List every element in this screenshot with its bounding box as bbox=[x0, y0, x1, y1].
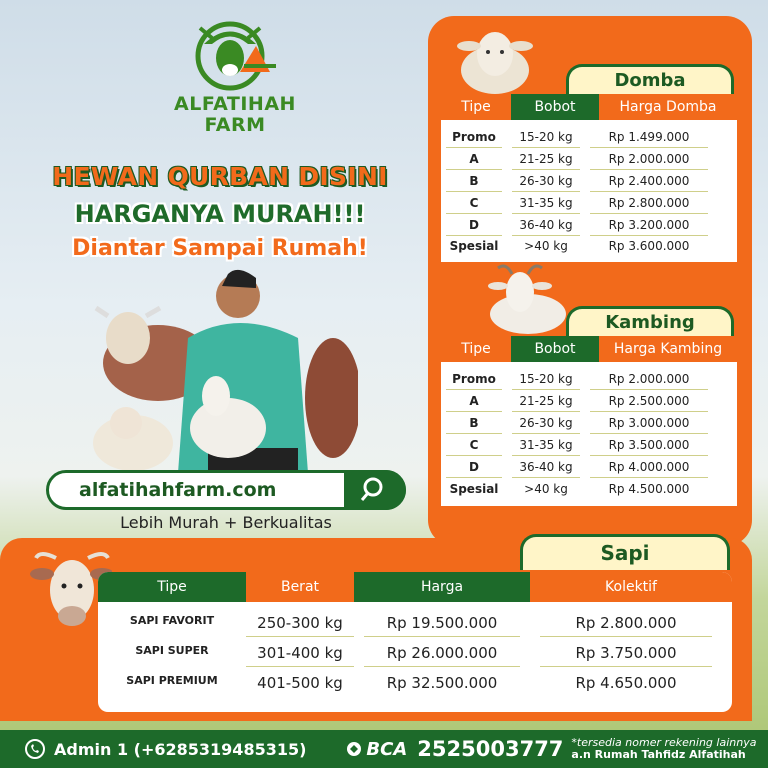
cell-harga: Rp 2.400.000 bbox=[590, 170, 708, 192]
farm-logo-icon bbox=[190, 14, 280, 92]
table-row bbox=[441, 126, 737, 148]
admin-contact[interactable]: Admin 1 (+6285319485315) bbox=[54, 739, 307, 759]
table-row bbox=[441, 478, 737, 500]
brand-name bbox=[150, 94, 320, 136]
sapi-cell-tipe: SAPI SUPER bbox=[135, 644, 209, 657]
sapi-cell-kolektif: Rp 2.800.000 bbox=[540, 614, 712, 637]
cell-harga: Rp 3.600.000 bbox=[608, 239, 690, 253]
account-note-line1: *tersedia nomer rekening lainnya bbox=[571, 736, 757, 749]
sapi-table bbox=[98, 572, 732, 712]
sapi-header-tipe: Tipe bbox=[98, 572, 246, 602]
table-row bbox=[441, 192, 737, 214]
sapi-cell-harga: Rp 26.000.000 bbox=[364, 644, 520, 667]
bank-name: BCA bbox=[366, 738, 408, 760]
cell-bobot: 36-40 kg bbox=[512, 456, 580, 478]
domba-header-bobot: Bobot bbox=[511, 94, 599, 120]
headline-delivery: Diantar Sampai Rumah! bbox=[72, 236, 368, 261]
cell-tipe: Spesial bbox=[449, 482, 499, 496]
account-note bbox=[571, 737, 756, 761]
cell-harga: Rp 3.000.000 bbox=[590, 412, 708, 434]
table-row bbox=[441, 456, 737, 478]
cell-harga: Rp 2.500.000 bbox=[590, 390, 708, 412]
cell-bobot: 21-25 kg bbox=[512, 148, 580, 170]
cell-bobot: 31-35 kg bbox=[512, 434, 580, 456]
sapi-table-header bbox=[98, 572, 732, 602]
sapi-cell-tipe: SAPI FAVORIT bbox=[129, 614, 215, 627]
cell-harga: Rp 2.800.000 bbox=[590, 192, 708, 214]
cell-tipe: Spesial bbox=[449, 239, 499, 253]
animals-person-photo bbox=[88, 268, 358, 473]
bca-logo-icon bbox=[346, 741, 362, 757]
domba-table bbox=[441, 94, 737, 262]
sheep-photo bbox=[455, 20, 535, 94]
tagline: Lebih Murah + Berkualitas bbox=[120, 513, 332, 532]
domba-header-harga: Harga Domba bbox=[599, 94, 737, 120]
sapi-cell-berat: 301-400 kg bbox=[246, 644, 354, 667]
cell-bobot: 15-20 kg bbox=[512, 126, 580, 148]
website-url: alfatihahfarm.com bbox=[79, 479, 277, 501]
cell-harga: Rp 4.500.000 bbox=[608, 482, 690, 496]
cell-tipe: A bbox=[446, 148, 502, 170]
sapi-cell-berat: 401-500 kg bbox=[257, 674, 343, 692]
cell-harga: Rp 3.500.000 bbox=[590, 434, 708, 456]
sapi-cell-harga: Rp 19.500.000 bbox=[364, 614, 520, 637]
cell-bobot: 26-30 kg bbox=[512, 412, 580, 434]
sapi-cell-kolektif: Rp 3.750.000 bbox=[540, 644, 712, 667]
cell-bobot: >40 kg bbox=[524, 482, 568, 496]
sapi-cell-tipe: SAPI PREMIUM bbox=[126, 674, 218, 687]
kambing-title-tab: Kambing bbox=[566, 306, 734, 336]
kambing-header-bobot: Bobot bbox=[511, 336, 599, 362]
cell-bobot: 15-20 kg bbox=[512, 368, 580, 390]
whatsapp-icon bbox=[24, 738, 46, 760]
cell-harga: Rp 2.000.000 bbox=[590, 368, 708, 390]
cell-tipe: D bbox=[446, 214, 502, 236]
search-button[interactable] bbox=[344, 470, 406, 510]
cell-harga: Rp 2.000.000 bbox=[590, 148, 708, 170]
cell-bobot: 26-30 kg bbox=[512, 170, 580, 192]
cell-tipe: B bbox=[446, 412, 502, 434]
kambing-table bbox=[441, 336, 737, 506]
cell-tipe: D bbox=[446, 456, 502, 478]
cell-harga: Rp 1.499.000 bbox=[590, 126, 708, 148]
table-row bbox=[441, 368, 737, 390]
sapi-title-tab: Sapi bbox=[520, 534, 730, 570]
brand-line2: FARM bbox=[204, 114, 266, 136]
headline-price: HARGANYA MURAH!!! bbox=[74, 200, 366, 228]
domba-title-tab: Domba bbox=[566, 64, 734, 94]
cell-tipe: C bbox=[446, 192, 502, 214]
sapi-cell-kolektif: Rp 4.650.000 bbox=[575, 674, 677, 692]
footer-bar bbox=[0, 730, 768, 768]
table-row bbox=[441, 148, 737, 170]
table-row bbox=[441, 434, 737, 456]
table-row bbox=[441, 412, 737, 434]
cell-bobot: 21-25 kg bbox=[512, 390, 580, 412]
headline-qurban: HEWAN QURBAN DISINI bbox=[52, 162, 388, 191]
cell-tipe: Promo bbox=[446, 126, 502, 148]
table-row bbox=[441, 170, 737, 192]
cell-tipe: C bbox=[446, 434, 502, 456]
table-row bbox=[441, 214, 737, 236]
cell-tipe: A bbox=[446, 390, 502, 412]
domba-header-tipe: Tipe bbox=[441, 94, 511, 120]
sapi-cell-harga: Rp 32.500.000 bbox=[386, 674, 498, 692]
table-row bbox=[441, 236, 737, 256]
sapi-cell-berat: 250-300 kg bbox=[246, 614, 354, 637]
account-note-line2: a.n Rumah Tahfidz Alfatihah bbox=[571, 748, 746, 761]
cell-harga: Rp 4.000.000 bbox=[590, 456, 708, 478]
cell-harga: Rp 3.200.000 bbox=[590, 214, 708, 236]
sapi-header-kolektif: Kolektif bbox=[530, 572, 732, 602]
cell-tipe: Promo bbox=[446, 368, 502, 390]
cell-bobot: >40 kg bbox=[524, 239, 568, 253]
sapi-header-berat: Berat bbox=[246, 572, 354, 602]
sapi-header-harga: Harga bbox=[354, 572, 530, 602]
kambing-header-tipe: Tipe bbox=[441, 336, 511, 362]
brand-line1: ALFATIHAH bbox=[174, 93, 296, 115]
search-icon bbox=[344, 470, 406, 510]
website-search-bar[interactable] bbox=[46, 470, 406, 510]
goat-photo bbox=[478, 262, 568, 334]
table-row bbox=[441, 390, 737, 412]
cell-bobot: 36-40 kg bbox=[512, 214, 580, 236]
cell-tipe: B bbox=[446, 170, 502, 192]
account-number: 2525003777 bbox=[417, 737, 564, 761]
cell-bobot: 31-35 kg bbox=[512, 192, 580, 214]
kambing-header-harga: Harga Kambing bbox=[599, 336, 737, 362]
